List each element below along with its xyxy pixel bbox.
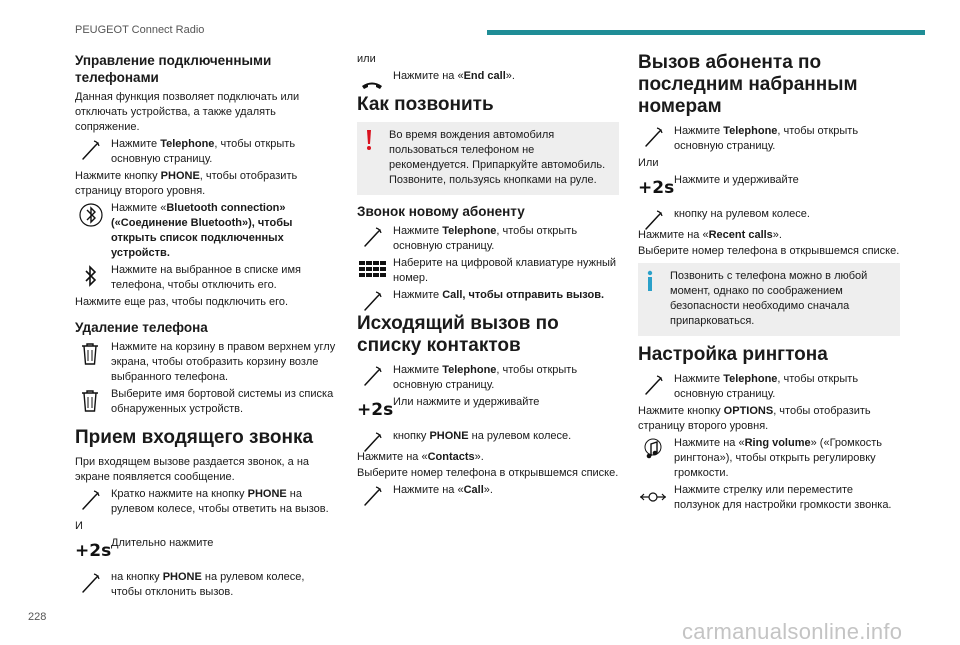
or-label: И: [75, 520, 83, 532]
contacts-line: Нажмите на «Contacts».: [357, 451, 484, 463]
phone-button-line: Нажмите кнопку PHONE, чтобы отобразить страницу второго уровня.: [75, 170, 298, 197]
step-select-phone: Нажмите на выбранное в списке имя телефона, чтобы отключить его.: [75, 263, 337, 293]
svg-text:+2s: +2s: [357, 400, 394, 420]
warning-box: [357, 122, 619, 195]
info-icon: [644, 269, 656, 293]
column-2: [357, 52, 619, 500]
heading-ringtone: Настройка рингтона: [638, 344, 828, 365]
reconnect-line: Нажмите еще раз, чтобы подключить его.: [75, 296, 289, 308]
heading-new-number: Звонок новому абоненту: [357, 204, 525, 219]
music-note-tap-icon: [638, 436, 668, 464]
trash-icon: [75, 340, 105, 368]
finger-tap-icon: [75, 137, 105, 165]
step-telephone: Нажмите Telephone, чтобы открыть основную страницу.: [75, 137, 337, 167]
running-header: PEUGEOT Connect Radio: [75, 24, 205, 36]
bluetooth-tap-icon: [75, 201, 105, 229]
contacts-select-line: Выберите номер телефона в открывшемся списке.: [357, 467, 619, 479]
heading-receive-call: Прием входящего звонка: [75, 427, 314, 448]
step-ring-volume: Нажмите на «Ring volume» («Громкость рингтона»), чтобы открыть регулировку громкости.: [638, 436, 900, 481]
long-press-2s-icon: [357, 395, 394, 423]
step-bluetooth-connection: Нажмите «Bluetooth connection» («Соединение Bluetooth»), чтобы открыть список подключенных устройств.: [75, 201, 337, 261]
or-label: или: [357, 53, 376, 65]
column-3: [638, 52, 900, 515]
step-call: Нажмите на «Call».: [357, 483, 619, 498]
warning-text: Во время вождения автомобиля пользоваться телефоном не рекомендуется. Припаркуйте автомобиль. Позвоните, пользуясь кнопками на руле.: [389, 129, 606, 186]
step-telephone: Нажмите Telephone, чтобы открыть основную страницу.: [357, 224, 619, 254]
finger-tap-icon: [357, 483, 387, 511]
info-box: [638, 263, 900, 336]
step-telephone: Нажмите Telephone, чтобы открыть основную страницу.: [638, 372, 900, 402]
step-phone-button: кнопку PHONE на рулевом колесе.: [357, 429, 619, 444]
long-press-2s-icon: [75, 536, 112, 564]
step-steering-button: кнопку на рулевом колесе.: [638, 207, 900, 222]
hang-up-icon: [357, 69, 387, 97]
heading-recent-calls: Вызов абонента по последним набранным номерам: [638, 52, 858, 117]
step-keypad: Наберите на цифровой клавиатуре нужный номер.: [357, 256, 619, 286]
column-1: [75, 52, 337, 602]
recent-select-line: Выберите номер телефона в открывшемся списке.: [638, 245, 900, 257]
step-reject: на кнопку PHONE на рулевом колесе, чтобы отклонить вызов.: [75, 570, 337, 600]
heading-manage-phones: Управление подключенными телефонами: [75, 53, 272, 85]
finger-tap-icon: [357, 224, 387, 252]
finger-tap-icon: [638, 372, 668, 400]
finger-tap-icon: [357, 288, 387, 316]
step-trash: Нажмите на корзину в правом верхнем углу экрана, чтобы отобразить корзину возле выбранного телефона.: [75, 340, 337, 385]
manage-intro: Данная функция позволяет подключать или отключать устройства, а также удалять сопряжение.: [75, 91, 300, 133]
finger-tap-icon: [75, 570, 105, 598]
step-long-press: +2s Нажмите и удерживайте: [638, 173, 900, 205]
page-number: 228: [28, 611, 47, 623]
header-accent-bar: [487, 30, 925, 35]
step-end-call: Нажмите на «End call».: [357, 69, 619, 84]
step-long-press: +2s Длительно нажмите: [75, 536, 337, 568]
recent-calls-line: Нажмите на «Recent calls».: [638, 229, 782, 241]
or-label: Или: [638, 157, 659, 169]
finger-tap-icon: [357, 363, 387, 391]
heading-how-to-call: Как позвонить: [357, 94, 494, 115]
finger-tap-icon: [638, 124, 668, 152]
finger-tap-icon: [638, 207, 668, 235]
keypad-icon: [357, 256, 387, 284]
options-line: Нажмите кнопку OPTIONS, чтобы отобразить страницу второго уровня.: [638, 405, 871, 432]
trash-icon: [75, 387, 105, 415]
heading-delete-phone: Удаление телефона: [75, 320, 208, 335]
heading-outgoing-contacts: Исходящий вызов по списку контактов: [357, 313, 559, 356]
watermark: carmanualsonline.info: [682, 619, 903, 644]
finger-tap-icon: [357, 429, 387, 457]
svg-text:+2s: +2s: [638, 178, 675, 198]
step-volume-slider: Нажмите стрелку или переместите ползунок для настройки громкости звонка.: [638, 483, 900, 513]
receive-intro: При входящем вызове раздается звонок, а на экране появляется сообщение.: [75, 456, 310, 483]
step-telephone: Нажмите Telephone, чтобы открыть основную страницу.: [357, 363, 619, 393]
step-telephone: Нажмите Telephone, чтобы открыть основную страницу.: [638, 124, 900, 154]
slider-icon: [638, 483, 668, 511]
warning-icon: [363, 128, 375, 152]
step-send-call: Нажмите Call, чтобы отправить вызов.: [357, 288, 619, 303]
bluetooth-icon: [75, 263, 105, 291]
svg-text:+2s: +2s: [75, 541, 112, 561]
info-text: Позвонить с телефона можно в любой момент, однако по соображением безопасности необходимо сначала припарковаться.: [670, 270, 868, 327]
finger-tap-icon: [75, 487, 105, 515]
long-press-2s-icon: [638, 173, 675, 201]
step-long-press: +2s Или нажмите и удерживайте: [357, 395, 619, 427]
step-select-system: Выберите имя бортовой системы из списка обнаруженных устройств.: [75, 387, 337, 417]
step-answer: Кратко нажмите на кнопку PHONE на рулевом колесе, чтобы ответить на вызов.: [75, 487, 337, 517]
